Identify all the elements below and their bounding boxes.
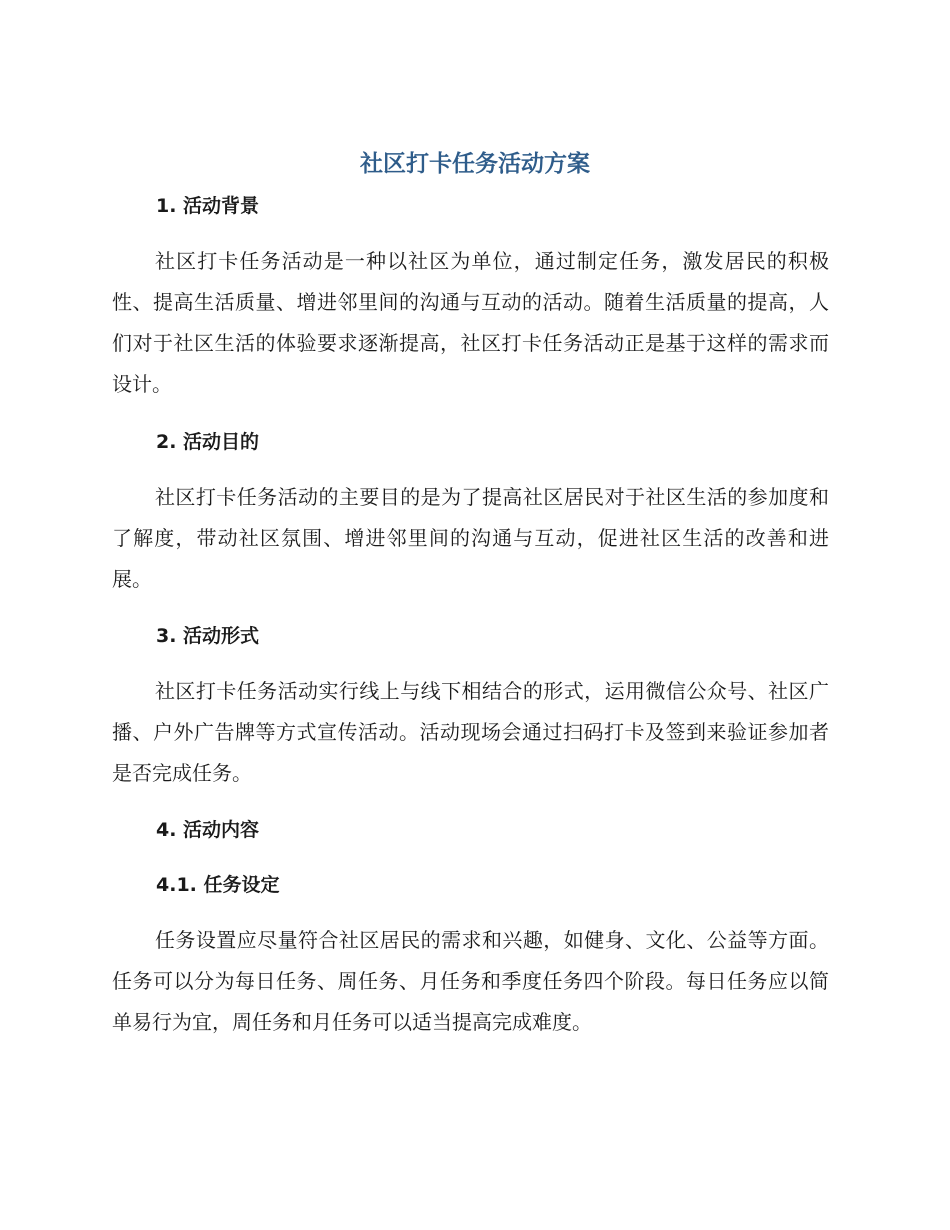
document-title: 社区打卡任务活动方案 xyxy=(360,151,590,177)
paragraph-task-setting: 任务设置应尽量符合社区居民的需求和兴趣，如健身、文化、公益等方面。任务可以分为每日任务、周任务、月任务和季度任务四个阶段。每日任务应以简单易行为宜，周任务和月任务可以适当提高完成难度。 xyxy=(112,928,829,1034)
section-heading-format: 3. 活动形式 xyxy=(156,625,260,647)
paragraph-format: 社区打卡任务活动实行线上与线下相结合的形式，运用微信公众号、社区广播、户外广告牌等方式宣传活动。活动现场会通过扫码打卡及签到来验证参加者是否完成任务。 xyxy=(112,679,829,785)
subsection-heading-task-setting: 4.1. 任务设定 xyxy=(156,874,280,896)
paragraph-purpose: 社区打卡任务活动的主要目的是为了提高社区居民对于社区生活的参加度和了解度，带动社区氛围、增进邻里间的沟通与互动，促进社区生活的改善和进展。 xyxy=(112,485,829,591)
section-heading-content: 4. 活动内容 xyxy=(156,819,260,841)
section-heading-background: 1. 活动背景 xyxy=(156,195,260,217)
section-heading-purpose: 2. 活动目的 xyxy=(156,431,260,453)
paragraph-background: 社区打卡任务活动是一种以社区为单位，通过制定任务，激发居民的积极性、提高生活质量、增进邻里间的沟通与互动的活动。随着生活质量的提高，人们对于社区生活的体验要求逐渐提高，社区打卡任务活动正是基于这样的需求而设计。 xyxy=(112,249,829,396)
